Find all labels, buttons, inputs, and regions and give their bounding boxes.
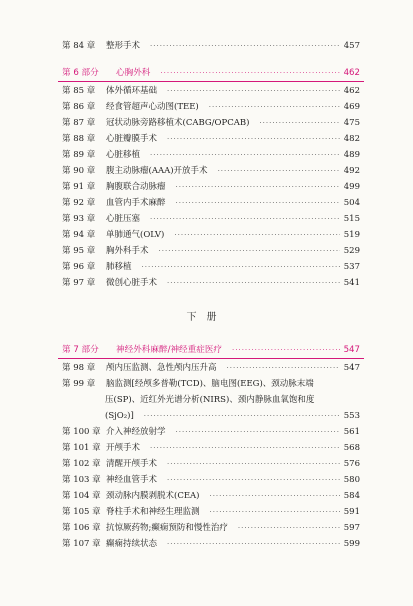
page-number: 475 bbox=[343, 118, 360, 128]
toc-entry[interactable] bbox=[62, 84, 360, 98]
dot-leader bbox=[259, 116, 339, 130]
chapter-number: 第 97 章 bbox=[62, 278, 96, 288]
chapter-number: 第 88 章 bbox=[62, 134, 96, 144]
chapter-number: 第 96 章 bbox=[62, 262, 96, 272]
chapter-number: 第 102 章 bbox=[62, 459, 101, 469]
dot-leader bbox=[227, 361, 340, 375]
toc-entry-84[interactable] bbox=[62, 39, 360, 53]
chapter-title-line-2: 压(SP)、近红外光谱分析(NIRS)、颈内静脉血氧饱和度 bbox=[105, 395, 315, 405]
page-number: 499 bbox=[343, 182, 360, 192]
chapter-title: 胸外科手术 bbox=[106, 246, 149, 256]
chapter-number: 第 85 章 bbox=[62, 86, 96, 96]
toc-entry[interactable] bbox=[62, 260, 360, 274]
dot-leader bbox=[159, 244, 340, 258]
toc-entry[interactable] bbox=[62, 132, 360, 146]
dot-leader bbox=[176, 425, 340, 439]
page-number: 553 bbox=[343, 411, 360, 421]
chapter-title: 神经血管手术 bbox=[106, 475, 158, 485]
chapter-number: 第 107 章 bbox=[62, 539, 101, 549]
dot-leader bbox=[167, 132, 340, 146]
chapter-title: 抗惊厥药物;癫痫预防和慢性治疗 bbox=[106, 523, 228, 533]
page-number: 537 bbox=[343, 262, 360, 272]
page-number: 599 bbox=[343, 539, 360, 549]
toc-entry[interactable] bbox=[62, 116, 360, 130]
dot-leader bbox=[209, 489, 339, 503]
page-number: 515 bbox=[343, 214, 360, 224]
chapter-title: 经食管超声心动图(TEE) bbox=[106, 102, 199, 112]
chapter-title-line-3: (SjO₂)] bbox=[105, 411, 134, 421]
chapter-title: 体外循环基础 bbox=[106, 86, 158, 96]
chapter-title: 心脏移植 bbox=[106, 150, 141, 160]
chapter-number: 第 101 章 bbox=[62, 443, 101, 453]
dot-leader bbox=[209, 100, 340, 114]
chapter-number: 第 100 章 bbox=[62, 427, 101, 437]
page-number: 519 bbox=[343, 230, 360, 240]
page-number: 591 bbox=[343, 507, 360, 517]
chapter-number: 第 84 章 bbox=[62, 41, 96, 51]
toc-entry[interactable] bbox=[62, 537, 360, 551]
page-number: 576 bbox=[343, 459, 360, 469]
chapter-number: 第 99 章 bbox=[62, 379, 96, 389]
dot-leader bbox=[167, 276, 340, 290]
page-number: 580 bbox=[343, 475, 360, 485]
page-number: 504 bbox=[343, 198, 360, 208]
chapter-number: 第 86 章 bbox=[62, 102, 96, 112]
page-number: 584 bbox=[343, 491, 360, 501]
part-title: 心胸外科 bbox=[116, 68, 151, 78]
page-number: 492 bbox=[343, 166, 360, 176]
dot-leader bbox=[150, 39, 340, 53]
chapter-title-line-1: 脑监测[经颅多普勒(TCD)、脑电图(EEG)、颈动脉末端 bbox=[106, 379, 314, 389]
toc-entry[interactable] bbox=[62, 164, 360, 178]
chapter-title: 冠状动脉旁路移植术(CABG/OPCAB) bbox=[106, 118, 250, 128]
dot-leader bbox=[167, 537, 340, 551]
chapter-number: 第 106 章 bbox=[62, 523, 101, 533]
toc-entry[interactable] bbox=[62, 505, 360, 519]
chapter-title: 颅内压监测、急性颅内压升高 bbox=[106, 363, 217, 373]
chapter-title: 癫痫持续状态 bbox=[106, 539, 158, 549]
chapter-title: 整形手术 bbox=[106, 41, 141, 51]
page-number: 568 bbox=[343, 443, 360, 453]
page-number: 469 bbox=[343, 102, 360, 112]
part-title: 神经外科麻醉/神经重症医疗 bbox=[116, 345, 223, 355]
page-number: 462 bbox=[343, 68, 360, 78]
toc-entry[interactable] bbox=[62, 425, 360, 439]
chapter-title: 心脏瓣膜手术 bbox=[106, 134, 158, 144]
toc-entry[interactable] bbox=[62, 473, 360, 487]
dot-leader bbox=[167, 457, 340, 471]
dot-leader bbox=[150, 148, 340, 162]
chapter-number: 第 103 章 bbox=[62, 475, 101, 485]
part-6-rule bbox=[58, 81, 364, 82]
part-label: 第 6 部分 bbox=[62, 68, 99, 78]
toc-entry-99[interactable] bbox=[62, 377, 360, 391]
chapter-number: 第 90 章 bbox=[62, 166, 96, 176]
page-number: 489 bbox=[343, 150, 360, 160]
chapter-title: 腹主动脉瘤(AAA)开放手术 bbox=[106, 166, 208, 176]
toc-entry[interactable] bbox=[62, 148, 360, 162]
chapter-number: 第 104 章 bbox=[62, 491, 101, 501]
chapter-title: 颈动脉内膜剥脱术(CEA) bbox=[106, 491, 200, 501]
toc-entry[interactable] bbox=[62, 196, 360, 210]
dot-leader bbox=[176, 180, 340, 194]
chapter-title: 心脏压塞 bbox=[106, 214, 141, 224]
page-number: 597 bbox=[343, 523, 360, 533]
toc-entry[interactable] bbox=[62, 212, 360, 226]
chapter-title: 微创心脏手术 bbox=[106, 278, 158, 288]
toc-entry[interactable] bbox=[62, 244, 360, 258]
page-number: 561 bbox=[343, 427, 360, 437]
toc-entry[interactable] bbox=[62, 276, 360, 290]
volume-label: 下册 bbox=[186, 312, 227, 323]
toc-entry[interactable] bbox=[62, 100, 360, 114]
chapter-number: 第 91 章 bbox=[62, 182, 96, 192]
chapter-number: 第 87 章 bbox=[62, 118, 96, 128]
page-number: 457 bbox=[343, 41, 360, 51]
toc-entry-98[interactable] bbox=[62, 361, 360, 375]
toc-entry[interactable] bbox=[62, 228, 360, 242]
page-number: 529 bbox=[343, 246, 360, 256]
toc-entry-99-line-2 bbox=[105, 393, 360, 407]
toc-entry[interactable] bbox=[62, 489, 360, 503]
chapter-number: 第 94 章 bbox=[62, 230, 96, 240]
chapter-title: 单肺通气(OLV) bbox=[106, 230, 165, 240]
chapter-number: 第 92 章 bbox=[62, 198, 96, 208]
chapter-title: 胸腹联合动脉瘤 bbox=[106, 182, 166, 192]
dot-leader bbox=[232, 343, 340, 357]
dot-leader bbox=[218, 164, 340, 178]
page-number: 547 bbox=[343, 345, 360, 355]
dot-leader bbox=[144, 409, 340, 423]
dot-leader bbox=[150, 212, 340, 226]
dot-leader bbox=[174, 228, 339, 242]
page-number: 482 bbox=[343, 134, 360, 144]
dot-leader bbox=[176, 196, 340, 210]
toc-entry-99-line-3 bbox=[105, 409, 360, 423]
chapter-number: 第 98 章 bbox=[62, 363, 96, 373]
page-number: 547 bbox=[343, 363, 360, 373]
dot-leader bbox=[238, 521, 340, 535]
dot-leader bbox=[210, 505, 340, 519]
chapter-title: 开颅手术 bbox=[106, 443, 141, 453]
chapter-title: 肺移植 bbox=[106, 262, 132, 272]
dot-leader bbox=[150, 441, 340, 455]
chapter-title: 介入神经放射学 bbox=[106, 427, 166, 437]
chapter-number: 第 89 章 bbox=[62, 150, 96, 160]
chapter-title: 脊柱手术和神经生理监测 bbox=[106, 507, 200, 517]
toc-entry[interactable] bbox=[62, 180, 360, 194]
chapter-number: 第 105 章 bbox=[62, 507, 101, 517]
chapter-number: 第 95 章 bbox=[62, 246, 96, 256]
page-number: 462 bbox=[343, 86, 360, 96]
dot-leader bbox=[167, 84, 340, 98]
part-7-heading[interactable] bbox=[62, 343, 360, 357]
dot-leader bbox=[167, 473, 340, 487]
chapter-title: 血管内手术麻醉 bbox=[106, 198, 166, 208]
part-6-heading[interactable] bbox=[62, 66, 360, 80]
chapter-title: 清醒开颅手术 bbox=[106, 459, 158, 469]
dot-leader bbox=[160, 66, 339, 80]
part-7-rule bbox=[58, 358, 364, 359]
page-number: 541 bbox=[343, 278, 360, 288]
toc-entry[interactable] bbox=[62, 521, 360, 535]
dot-leader bbox=[142, 260, 340, 274]
toc-entry[interactable] bbox=[62, 457, 360, 471]
toc-entry[interactable] bbox=[62, 441, 360, 455]
chapter-number: 第 93 章 bbox=[62, 214, 96, 224]
part-label: 第 7 部分 bbox=[62, 345, 99, 355]
